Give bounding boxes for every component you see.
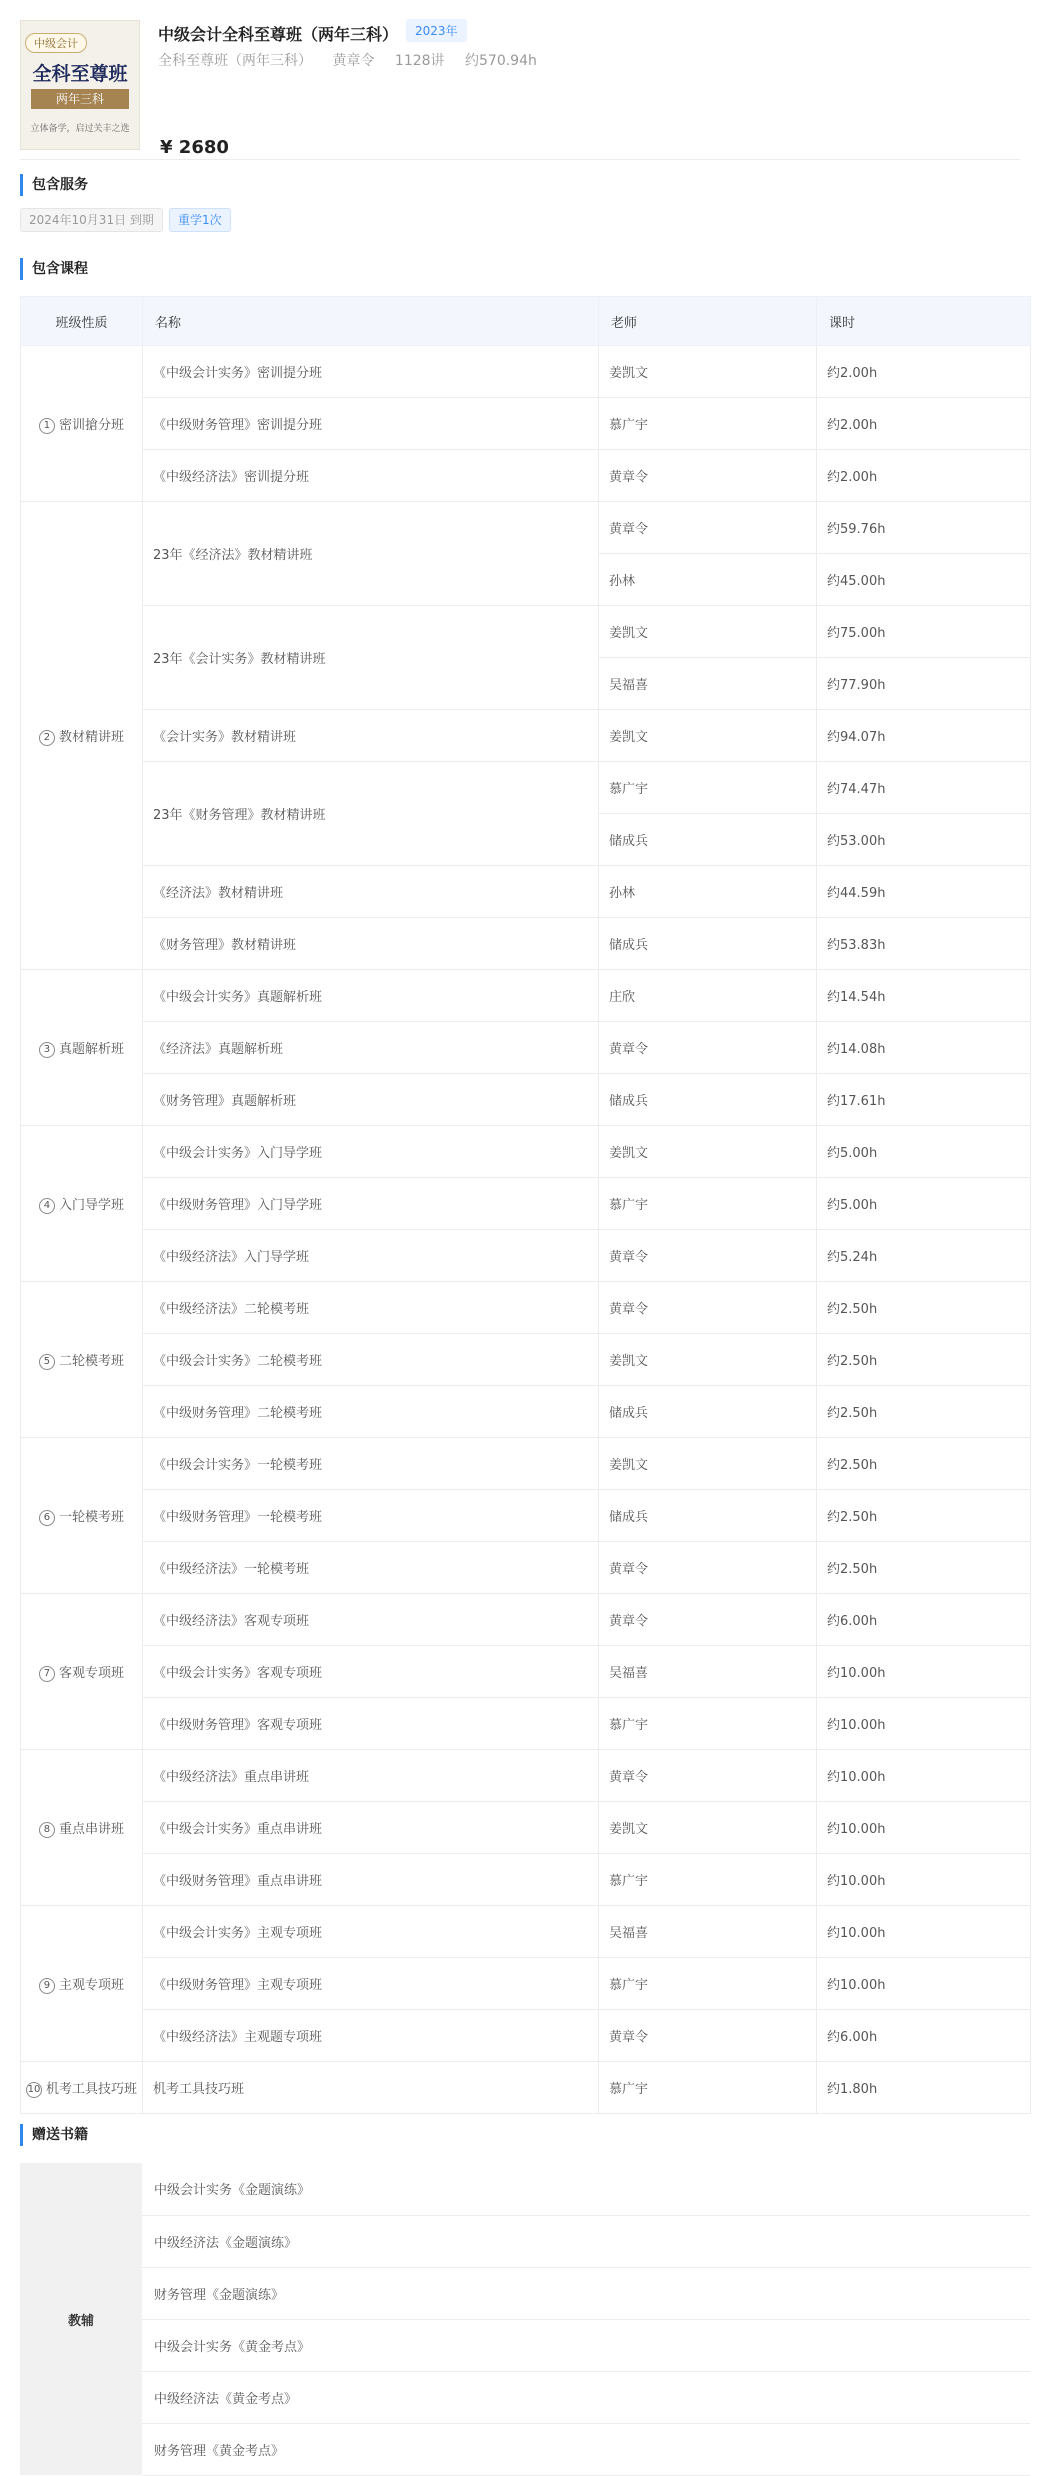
- course-teacher: 储成兵: [599, 814, 817, 866]
- course-teacher: 孙林: [599, 866, 817, 918]
- course-row[interactable]: [21, 1438, 1031, 1490]
- course-row[interactable]: [21, 1802, 1031, 1854]
- course-teacher: 吴福喜: [599, 658, 817, 710]
- book-item[interactable]: 中级会计实务《金题演练》: [142, 2163, 1030, 2215]
- course-row[interactable]: [21, 1126, 1031, 1178]
- class-type-number-icon: 5: [39, 1354, 55, 1370]
- class-type-number-icon: 9: [39, 1978, 55, 1994]
- course-row[interactable]: [21, 2010, 1031, 2062]
- course-teacher: 慕广宇: [599, 398, 817, 450]
- course-hours: 约53.00h: [817, 814, 1031, 866]
- courses-header-row: [21, 297, 1031, 346]
- class-type-cell: [21, 346, 143, 502]
- course-row[interactable]: [21, 1698, 1031, 1750]
- services-heading: 包含服务: [20, 174, 88, 196]
- course-hours: 约44.59h: [817, 866, 1031, 918]
- col-name-header: 名称: [143, 297, 599, 346]
- course-hours: 约5.00h: [817, 1126, 1031, 1178]
- class-type-label: 入门导学班: [58, 1197, 124, 1213]
- course-teacher: 吴福喜: [599, 1906, 817, 1958]
- course-hours: 约2.50h: [817, 1542, 1031, 1594]
- book-row: [20, 2267, 1030, 2319]
- class-type-cell: [21, 1594, 143, 1750]
- meta-hours: 约570.94h: [465, 53, 537, 69]
- book-row: [20, 2163, 1030, 2215]
- course-row[interactable]: [21, 1074, 1031, 1126]
- course-row[interactable]: [21, 2062, 1031, 2114]
- course-hours: 约5.00h: [817, 1178, 1031, 1230]
- course-row[interactable]: [21, 346, 1031, 398]
- course-name[interactable]: 《中级财务管理》主观专项班: [143, 1958, 599, 2010]
- class-type-number-icon: 10: [26, 2082, 42, 2098]
- class-type-number-icon: 3: [39, 1042, 55, 1058]
- class-type-cell: [21, 1906, 143, 2062]
- course-teacher: 黄章令: [599, 1594, 817, 1646]
- course-name[interactable]: 《中级会计实务》真题解析班: [143, 970, 599, 1022]
- course-hours: 约2.50h: [817, 1438, 1031, 1490]
- course-teacher: 黄章令: [599, 450, 817, 502]
- course-name[interactable]: 《中级经济法》客观专项班: [143, 1594, 599, 1646]
- course-teacher: 黄章令: [599, 1230, 817, 1282]
- course-teacher: 黄章令: [599, 2010, 817, 2062]
- course-name[interactable]: 《中级会计实务》重点串讲班: [143, 1802, 599, 1854]
- course-name[interactable]: 《中级财务管理》客观专项班: [143, 1698, 599, 1750]
- course-row[interactable]: [21, 1750, 1031, 1802]
- course-teacher: 慕广宇: [599, 2062, 817, 2114]
- class-type-cell: [21, 1126, 143, 1282]
- course-row[interactable]: [21, 866, 1031, 918]
- course-name[interactable]: 《中级财务管理》重点串讲班: [143, 1854, 599, 1906]
- course-teacher: 姜凯文: [599, 1126, 817, 1178]
- class-type-label: 教材精讲班: [58, 729, 124, 745]
- course-teacher: 慕广宇: [599, 1698, 817, 1750]
- relearn-chip: 重学1次: [169, 208, 231, 232]
- class-type-cell: [21, 1750, 143, 1906]
- course-hours: 约10.00h: [817, 1750, 1031, 1802]
- class-type-label: 主观专项班: [58, 1977, 124, 1993]
- class-type-number-icon: 4: [39, 1198, 55, 1214]
- book-row: [20, 2423, 1030, 2475]
- book-row: [20, 2371, 1030, 2423]
- meta-class-name: 全科至尊班（两年三科）: [158, 53, 312, 69]
- course-teacher: 慕广宇: [599, 1854, 817, 1906]
- course-row[interactable]: [21, 918, 1031, 970]
- courses-heading: 包含课程: [20, 258, 88, 280]
- course-teacher: 慕广宇: [599, 1958, 817, 2010]
- course-teacher: 姜凯文: [599, 1334, 817, 1386]
- course-hours: 约10.00h: [817, 1646, 1031, 1698]
- course-row[interactable]: [21, 1958, 1031, 2010]
- course-hours: 约59.76h: [817, 502, 1031, 554]
- course-teacher: 储成兵: [599, 1386, 817, 1438]
- course-row[interactable]: [21, 398, 1031, 450]
- course-teacher: 姜凯文: [599, 606, 817, 658]
- course-hours: 约10.00h: [817, 1854, 1031, 1906]
- courses-table: [20, 296, 1031, 2114]
- class-type-number-icon: 6: [39, 1510, 55, 1526]
- course-name[interactable]: 《中级财务管理》二轮模考班: [143, 1386, 599, 1438]
- course-row[interactable]: [21, 762, 1031, 814]
- course-row[interactable]: [21, 1386, 1031, 1438]
- product-header: [20, 0, 1020, 160]
- class-type-cell: [21, 1438, 143, 1594]
- class-type-label: 真题解析班: [58, 1041, 124, 1057]
- product-meta: [158, 50, 553, 70]
- course-teacher: 姜凯文: [599, 1438, 817, 1490]
- class-type-label: 密训搶分班: [58, 417, 124, 433]
- cover-slogan: 立体备学，启过关丰之选: [30, 124, 130, 134]
- class-type-label: 重点串讲班: [58, 1821, 124, 1837]
- class-type-label: 客观专项班: [58, 1665, 124, 1681]
- course-name[interactable]: 《中级财务管理》一轮模考班: [143, 1490, 599, 1542]
- course-row[interactable]: [21, 450, 1031, 502]
- courses-body: [21, 346, 1031, 2114]
- course-row[interactable]: [21, 1594, 1031, 1646]
- books-heading: 赠送书籍: [20, 2124, 88, 2146]
- cover-band: 两年三科: [31, 89, 129, 109]
- book-item[interactable]: 财务管理《黄金考点》: [142, 2423, 1030, 2475]
- course-teacher: 黄章令: [599, 502, 817, 554]
- course-teacher: 慕广宇: [599, 762, 817, 814]
- course-name[interactable]: 《财务管理》真题解析班: [143, 1074, 599, 1126]
- course-name[interactable]: 《中级经济法》一轮模考班: [143, 1542, 599, 1594]
- course-row[interactable]: [21, 1906, 1031, 1958]
- course-row[interactable]: [21, 1542, 1031, 1594]
- course-hours: 约14.08h: [817, 1022, 1031, 1074]
- course-hours: 约2.00h: [817, 398, 1031, 450]
- product-price: ¥ 2680: [160, 137, 229, 158]
- course-hours: 约14.54h: [817, 970, 1031, 1022]
- course-name[interactable]: 《会计实务》教材精讲班: [143, 710, 599, 762]
- book-item[interactable]: 中级会计实务《黄金考点》: [142, 2319, 1030, 2371]
- course-row[interactable]: [21, 502, 1031, 554]
- course-name[interactable]: 《中级经济法》重点串讲班: [143, 1750, 599, 1802]
- class-type-cell: [21, 1282, 143, 1438]
- course-teacher: 黄章令: [599, 1022, 817, 1074]
- product-cover-image[interactable]: [20, 20, 140, 150]
- course-hours: 约17.61h: [817, 1074, 1031, 1126]
- course-hours: 约1.80h: [817, 2062, 1031, 2114]
- course-hours: 约10.00h: [817, 1802, 1031, 1854]
- course-teacher: 姜凯文: [599, 1802, 817, 1854]
- course-name[interactable]: 23年《财务管理》教材精讲班: [143, 762, 599, 866]
- course-name[interactable]: 《中级经济法》二轮模考班: [143, 1282, 599, 1334]
- expire-chip: 2024年10月31日 到期: [20, 208, 163, 232]
- books-category-label: 教辅: [20, 2163, 142, 2475]
- course-teacher: 储成兵: [599, 1490, 817, 1542]
- course-row[interactable]: [21, 1334, 1031, 1386]
- course-name[interactable]: 《中级会计实务》入门导学班: [143, 1126, 599, 1178]
- course-row[interactable]: [21, 1022, 1031, 1074]
- col-type-header: 班级性质: [21, 297, 143, 346]
- class-type-cell: [21, 502, 143, 970]
- course-hours: 约5.24h: [817, 1230, 1031, 1282]
- course-teacher: 姜凯文: [599, 710, 817, 762]
- course-teacher: 孙林: [599, 554, 817, 606]
- course-name[interactable]: 《中级会计实务》客观专项班: [143, 1646, 599, 1698]
- course-hours: 约10.00h: [817, 1958, 1031, 2010]
- course-row[interactable]: [21, 1178, 1031, 1230]
- course-hours: 约2.50h: [817, 1282, 1031, 1334]
- course-row[interactable]: [21, 1230, 1031, 1282]
- course-name[interactable]: 23年《经济法》教材精讲班: [143, 502, 599, 606]
- course-name[interactable]: 《中级会计实务》主观专项班: [143, 1906, 599, 1958]
- year-badge: 2023年: [406, 19, 467, 42]
- course-name[interactable]: 《中级经济法》入门导学班: [143, 1230, 599, 1282]
- class-type-label: 一轮模考班: [58, 1509, 124, 1525]
- course-hours: 约2.50h: [817, 1386, 1031, 1438]
- course-hours: 约6.00h: [817, 1594, 1031, 1646]
- course-hours: 约2.50h: [817, 1490, 1031, 1542]
- course-hours: 约10.00h: [817, 1698, 1031, 1750]
- course-hours: 约6.00h: [817, 2010, 1031, 2062]
- course-hours: 约75.00h: [817, 606, 1031, 658]
- product-title: 中级会计全科至尊班（两年三科）: [158, 25, 399, 44]
- course-row[interactable]: [21, 970, 1031, 1022]
- course-hours: 约74.47h: [817, 762, 1031, 814]
- course-row[interactable]: [21, 606, 1031, 658]
- course-row[interactable]: [21, 710, 1031, 762]
- book-item[interactable]: 财务管理《金题演练》: [142, 2267, 1030, 2319]
- class-type-number-icon: 1: [39, 418, 55, 434]
- book-item[interactable]: 中级经济法《金题演练》: [142, 2215, 1030, 2267]
- book-row: [20, 2215, 1030, 2267]
- course-name[interactable]: 《中级会计实务》密训提分班: [143, 346, 599, 398]
- course-teacher: 慕广宇: [599, 1178, 817, 1230]
- course-hours: 约2.00h: [817, 346, 1031, 398]
- meta-lectures: 1128讲: [394, 53, 445, 69]
- course-name[interactable]: 《中级财务管理》密训提分班: [143, 398, 599, 450]
- course-row[interactable]: [21, 1490, 1031, 1542]
- course-name[interactable]: 机考工具技巧班: [143, 2062, 599, 2114]
- course-teacher: 吴福喜: [599, 1646, 817, 1698]
- course-teacher: 黄章令: [599, 1750, 817, 1802]
- course-row[interactable]: [21, 1646, 1031, 1698]
- course-teacher: 庄欣: [599, 970, 817, 1022]
- course-name[interactable]: 《财务管理》教材精讲班: [143, 918, 599, 970]
- col-teacher-header: 老师: [599, 297, 817, 346]
- course-name[interactable]: 《中级财务管理》入门导学班: [143, 1178, 599, 1230]
- books-body: [20, 2163, 1030, 2475]
- course-hours: 约53.83h: [817, 918, 1031, 970]
- course-hours: 约2.00h: [817, 450, 1031, 502]
- course-teacher: 姜凯文: [599, 346, 817, 398]
- course-hours: 约10.00h: [817, 1906, 1031, 1958]
- book-item[interactable]: 中级经济法《黄金考点》: [142, 2371, 1030, 2423]
- course-teacher: 储成兵: [599, 918, 817, 970]
- class-type-label: 二轮模考班: [58, 1353, 124, 1369]
- course-row[interactable]: [21, 1854, 1031, 1906]
- course-name[interactable]: 《中级会计实务》一轮模考班: [143, 1438, 599, 1490]
- class-type-number-icon: 8: [39, 1822, 55, 1838]
- col-hours-header: 课时: [817, 297, 1031, 346]
- course-teacher: 储成兵: [599, 1074, 817, 1126]
- course-name[interactable]: 23年《会计实务》教材精讲班: [143, 606, 599, 710]
- cover-title: 全科至尊班: [32, 63, 128, 85]
- course-row[interactable]: [21, 1282, 1031, 1334]
- class-type-cell: [21, 2062, 143, 2114]
- course-name[interactable]: 《经济法》教材精讲班: [143, 866, 599, 918]
- class-type-cell: [21, 970, 143, 1126]
- class-type-number-icon: 2: [39, 730, 55, 746]
- course-name[interactable]: 《中级会计实务》二轮模考班: [143, 1334, 599, 1386]
- class-type-number-icon: 7: [39, 1666, 55, 1682]
- book-row: [20, 2319, 1030, 2371]
- course-hours: 约77.90h: [817, 658, 1031, 710]
- course-hours: 约94.07h: [817, 710, 1031, 762]
- books-table: [20, 2163, 1030, 2476]
- class-type-label: 机考工具技巧班: [45, 2081, 137, 2097]
- course-hours: 约2.50h: [817, 1334, 1031, 1386]
- course-name[interactable]: 《经济法》真题解析班: [143, 1022, 599, 1074]
- course-teacher: 黄章令: [599, 1282, 817, 1334]
- cover-tag: 中级会计: [25, 33, 87, 53]
- course-name[interactable]: 《中级经济法》密训提分班: [143, 450, 599, 502]
- course-name[interactable]: 《中级经济法》主观题专项班: [143, 2010, 599, 2062]
- course-teacher: 黄章令: [599, 1542, 817, 1594]
- meta-teacher: 黄章令: [332, 53, 375, 69]
- course-hours: 约45.00h: [817, 554, 1031, 606]
